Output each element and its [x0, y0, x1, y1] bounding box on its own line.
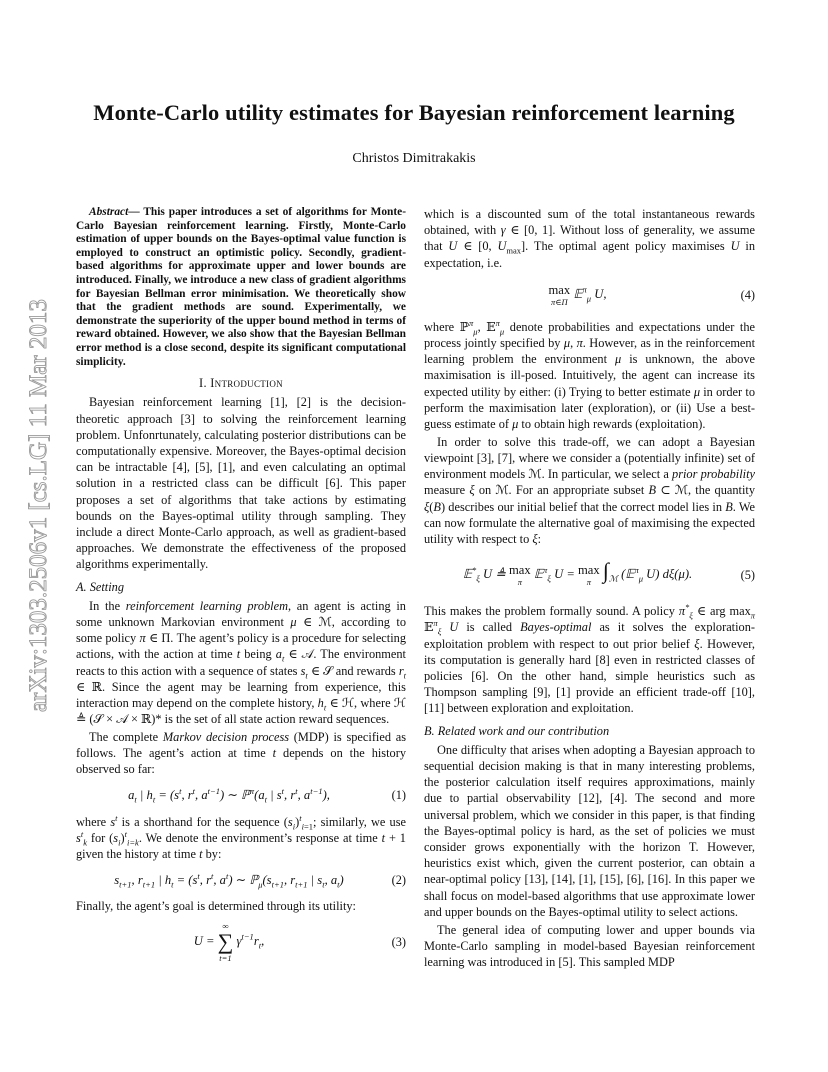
term-bayes-optimal: Bayes-optimal — [520, 620, 592, 635]
related-paragraph-1: One difficulty that arises when adopting a Bayesian approach to sequential decision making is that in many interesting problems, the posterior calculation itself requires approximations, mainly due to partial observability [12], [4]. The second and more universal problem, which we consider in this paper, is that finding the Bayes-optimal policy is hard, as the set of policies we must consider grows exponentially with the horizon T. However, heuristics exist which, given the current posterior, can obtain a near-optimal policy [13], [14], [1], [15], [6], [16]. In this paper we shall focus on model-based algorithms that use approximate lower and upper bounds on the Bayes-optimal utility to select actions. — [424, 742, 755, 919]
equation-2: $s_{t+1}$, $r_{t+1}$ | $h_t = (s^t$, $r^t$, $a^t$) ∼ $ℙ_\mu(s_{t+1}$, $r_{t+1}$ | $s_t$, $a_t$) (2) — [114, 870, 406, 890]
setting-paragraph-2: The complete Markov decision process (MDP) is specified as follows. The agent’s action at time t depends on the history observed so far: — [76, 729, 407, 777]
setting-paragraph-3: where $s^t$ is a shorthand for the sequence $(s_i)^t_{i=1}$; similarly, we use $s^t_k$ for $(s_i)^t_{i=k}$. We denote the environment’s response at time t + 1 given the history at time t by: — [76, 812, 406, 861]
right-column — [424, 206, 755, 972]
term-prior-probability: prior probability — [672, 467, 755, 482]
equation-number-5: (5) — [740, 568, 755, 583]
equation-number-3: (3) — [391, 935, 406, 950]
section-heading-introduction: I. Introduction — [199, 376, 283, 391]
setting-paragraph-1: In the reinforcement learning problem, an agent is acting in some unknown Markovian environment μ ∈ ℳ, according to some policy π ∈ Π. The agent’s policy is a procedure for selecting actions, with the action at time t being $a_t$ ∈ 𝒜. The environment reacts to this action with a sequence of states $s_t$ ∈ 𝒮 and rewards $r_t$ ∈ ℝ. Since the agent may be learning from experience, this interaction may depend on the complete history, $h_t$ ∈ ℋ, where ℋ ≜ (𝒮 × 𝒜 × ℝ)* is the set of all state action reward sequences. — [76, 598, 406, 727]
arxiv-stamp — [22, 262, 52, 712]
right-paragraph-4: This makes the problem formally sound. A policy $\pi^*_\xi$ ∈ arg $\max_\pi$ 𝔼$^\pi_\xi$ U is called Bayes-optimal as it solves the exploration-exploitation problem with respect to out prior belief ξ. However, its computation is generally hard [8] even in restricted classes of policies [6]. On the other hand, simple heuristics such as Thompson sampling [9], [1] provide an efficient trade-off [10], [11] between exploration and exploitation. — [424, 602, 756, 716]
arxiv-stamp-text: arXiv:1303.2506v1 [cs.LG] 11 Mar 2013 — [25, 299, 52, 712]
equation-4: max π∈Π 𝔼$^\pi_\mu$ U, (4) — [548, 282, 755, 307]
intro-paragraph: Bayesian reinforcement learning [1], [2] is the decision-theoretic approach [3] to solving the reinforcement learning problem. Unfonrtunately, calculating posterior distributions can be computationally expensive. Moreover, the Bayes-optimal decision can be intractable [4], [5], [1], and even calculating an optimal solution in a restricted class can be difficult [6]. This paper proposes a set of algorithms that take actions by estimating bounds on the Bayes-optimal utility through sampling. They include a direct Monte-Carlo approach, as well as gradient-based approaches. We demonstrate the effectiveness of the proposed algorithms experimentally. — [76, 395, 406, 572]
equation-5: 𝔼*$_\xi$ U ≜ max π 𝔼$^\pi_\xi$ U = max π $\int_ℳ$ (𝔼$^\pi_\mu$ U) dξ(μ). (5) — [462, 558, 755, 588]
equation-1: $a_t$ | $h_t = (s^t$, $r^t$, $a^{t-1}$) ∼ $ℙ^\pi(a_t$ | $s^t$, $r^t$, $a^{t-1}$), (1) — [128, 786, 406, 805]
subsection-heading-related-work: B. Related work and our contribution — [424, 723, 610, 738]
left-column — [76, 206, 406, 970]
term-rl-problem: reinforcement learning problem — [125, 598, 289, 613]
equation-number-2: (2) — [391, 873, 406, 887]
arxiv-stamp-graphic — [22, 262, 52, 712]
equation-number-4: (4) — [740, 287, 755, 302]
abstract-lead: Abstract — [89, 206, 129, 218]
paper-title: Monte-Carlo utility estimates for Bayesian reinforcement learning — [93, 100, 735, 125]
related-paragraph-2: The general idea of computing lower and upper bounds via Monte-Carlo sampling in model-based Bayesian reinforcement learning was introduced in [5]. This sampled MDP — [424, 922, 755, 969]
setting-paragraph-4: Finally, the agent’s goal is determined through its utility: — [76, 899, 356, 914]
abstract — [76, 206, 406, 369]
paper-author: Christos Dimitrakakis — [352, 151, 476, 166]
right-paragraph-3: In order to solve this trade-off, we can adopt a Bayesian viewpoint [3], [7], where we consider a (potentially infinite) set of environment models ℳ. In particular, we select a prior probability measure ξ on ℳ. For an appropriate subset B ⊂ ℳ, the quantity ξ(B) describes our initial belief that the correct model lies in B. We can now formulate the alternative goal of maximising the expected utility with respect to ξ: — [424, 434, 756, 546]
equation-number-1: (1) — [391, 788, 406, 803]
equation-3: U = ∞ ∑ t=1 $\gamma^{t-1}r_t$, (3) — [193, 921, 406, 964]
term-mdp: Markov decision process — [162, 729, 290, 744]
subsection-heading-setting: A. Setting — [76, 579, 124, 594]
abstract-text: — This paper introduces a set of algorithms for Monte-Carlo Bayesian reinforcement learning. Firstly, Monte-Carlo estimation of upper bounds on the Bayes-optimal value function is employed to construct an optimistic policy. Secondly, gradient-based algorithms for approximate upper and lower bounds are introduced. Finally, we introduce a new class of gradient algorithms for Bayesian Bellman error minimisation. We theoretically show that the gradient methods are sound. Experimentally, we demonstrate the superiority of the upper bound method in terms of reward obtained. However, we also show that the Bayesian Bellman error method is a close second, despite its significant computational simplicity. — [76, 206, 406, 368]
right-paragraph-2: where ℙ$^\pi_\mu$, 𝔼$^\pi_\mu$ denote probabilities and expectations under the process jointly specified by μ, π. However, as in the reinforcement learning problem the environment μ is unknown, the above maximisation is ill-posed. Intuitively, the agent can increase its expected utility by either: (i) Trying to better estimate μ in order to perform the maximisation later (exploration), or (ii) Use a best-guess estimate of μ to obtain high rewards (exploitation). — [424, 317, 755, 432]
right-paragraph-1: which is a discounted sum of the total instantaneous rewards obtained, with γ ∈ [0, 1]. Without loss of generality, we assume that U ∈ [0, $U_{max}$]. The optimal agent policy maximises U in expectation, i.e. — [424, 207, 756, 270]
